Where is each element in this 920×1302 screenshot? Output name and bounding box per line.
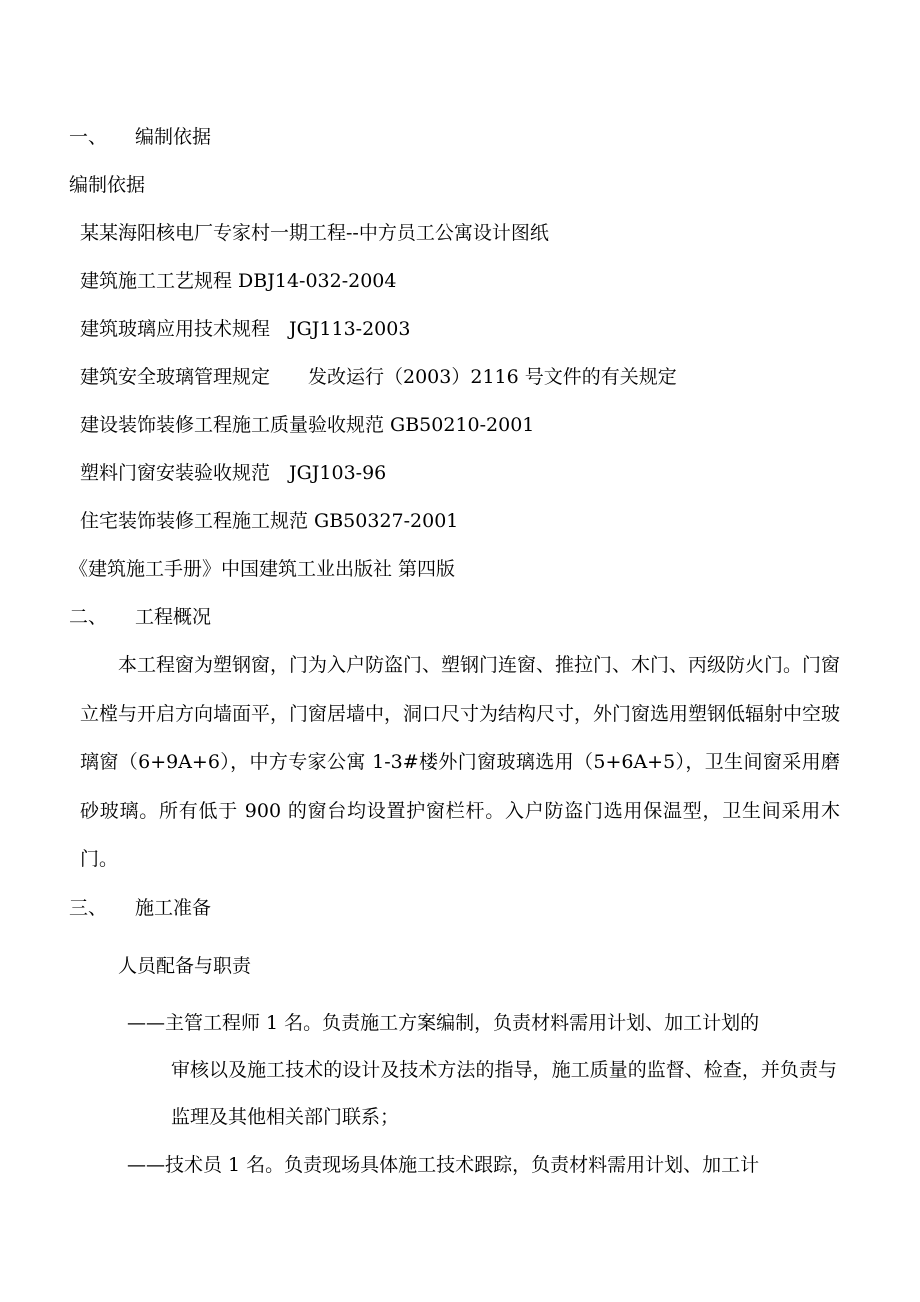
duty-continuation: 审核以及施工技术的设计及技术方法的指导，施工质量的监督、检查，并负责与监理及其他相关部门联系； (171, 1059, 837, 1128)
reference-item: 建筑玻璃应用技术规程 JGJ113-2003 (80, 318, 411, 340)
section-1-number: 一、 (69, 126, 108, 148)
section-2-number: 二、 (69, 606, 108, 628)
duty-first-line: ——主管工程师 1 名。负责施工方案编制，负责材料需用计划、加工计划的 (127, 1012, 760, 1034)
section-3-title: 施工准备 (135, 897, 212, 919)
reference-item: 建筑安全玻璃管理规定 发改运行（2003）2116 号文件的有关规定 (80, 366, 677, 388)
reference-item: 建设装饰装修工程施工质量验收规范 GB50210-2001 (80, 414, 535, 436)
duty-item (127, 1000, 837, 1141)
reference-item: 建筑施工工艺规程 DBJ14-032-2004 (80, 270, 397, 292)
section-3-number: 三、 (69, 897, 108, 919)
section-1-heading (69, 125, 211, 149)
section-2-heading (69, 605, 211, 629)
reference-item: 某某海阳核电厂专家村一期工程--中方员工公寓设计图纸 (80, 222, 549, 244)
section-2-title: 工程概况 (135, 606, 212, 628)
reference-item: 塑料门窗安装验收规范 JGJ103-96 (80, 462, 387, 484)
staffing-subheading: 人员配备与职责 (118, 955, 252, 977)
duty-item (127, 1142, 837, 1189)
duty-first-line: ——技术员 1 名。负责现场具体施工技术跟踪，负责材料需用计划、加工计 (127, 1154, 760, 1176)
section-1-subtitle: 编制依据 (69, 174, 146, 196)
section-3-heading (69, 896, 211, 920)
reference-item: 《建筑施工手册》中国建筑工业出版社 第四版 (69, 558, 456, 580)
reference-item: 住宅装饰装修工程施工规范 GB50327-2001 (80, 510, 459, 532)
section-1-title: 编制依据 (135, 126, 212, 148)
project-overview-paragraph: 本工程窗为塑钢窗，门为入户防盗门、塑钢门连窗、推拉门、木门、丙级防火门。门窗立樘与开启方向墙面平，门窗居墙中，洞口尺寸为结构尺寸，外门窗选用塑钢低辐射中空玻璃窗（6+9A+6），中方专家公寓 1-3#楼外门窗玻璃选用（5+6A+5），卫生间窗采用磨砂玻璃。所有低于 900 的窗台均设置护窗栏杆。入户防盗门选用保温型，卫生间采用木门。 (80, 654, 841, 870)
